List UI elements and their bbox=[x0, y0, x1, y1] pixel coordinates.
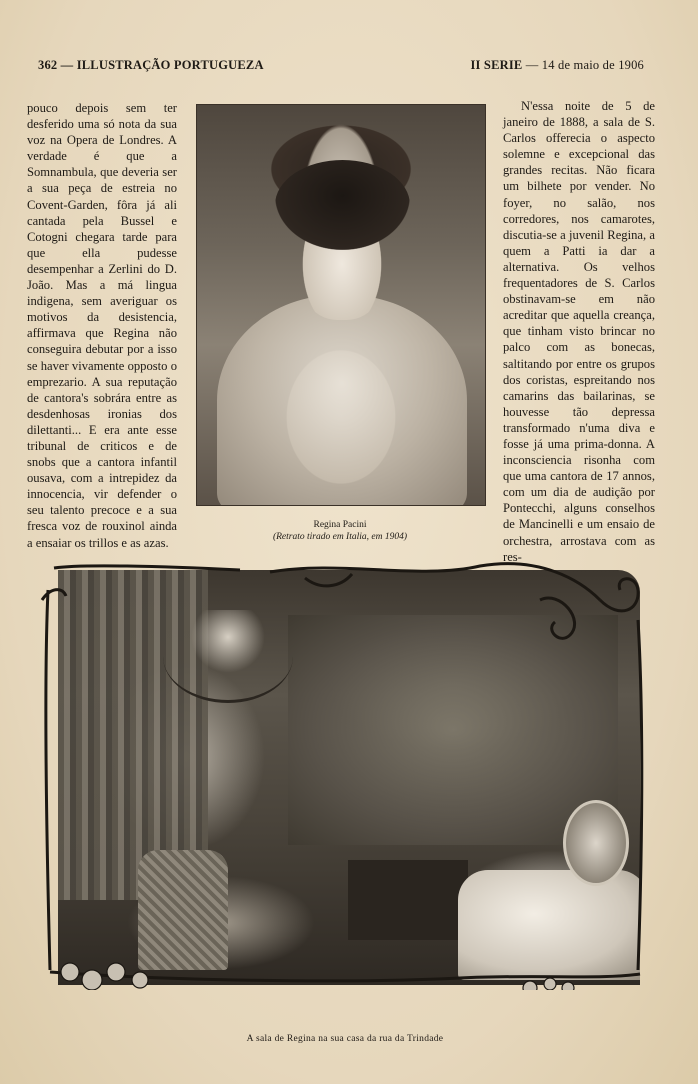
portrait-caption bbox=[196, 519, 484, 543]
left-column-paragraph: pouco depois sem ter desferido uma só nota da sua voz na Opera de Londres. A verdade é que a Somnambula, que deveria ser a sua peça de estreia no Covent-Garden, fôra já ali cantada pela Bussel e Cotogni chegara tarde para que ella pudesse desempenhar a Zerlini do D. João. Mas a má lingua indigena, sem averiguar os motivos da desistencia, affirmava que Regina não conseguira debutar por a isso se haver vivamente opposto o emprezario. A sua reputação de cantora's sobrára entre as desdenhosas ironias dos dilettanti... E era ante esse tribunal de criticos e de snobs que a cantora infantil ousava, com a intrepidez da innocencia, vir defender o seu talento precoce e a sua fresca voz de rouxinol ainda a ensaiar os trillos e as azas. bbox=[27, 101, 177, 550]
left-text-column bbox=[27, 100, 177, 551]
portrait-caption-name: Regina Pacini bbox=[313, 520, 367, 530]
page-header bbox=[38, 58, 644, 78]
art-nouveau-frame bbox=[40, 560, 650, 990]
portrait-dress bbox=[217, 295, 467, 506]
right-column-paragraph: N'essa noite de 5 de janeiro de 1888, a sala de S. Carlos offerecia o aspecto solemne e excepcional das grandes recitas. Não ficara um bilhete por vender. No foyer, no salão, nos corredores, nos camarotes, discutia-se a juvenil Regina, a quem a Patti ia dar a alternativa. Os velhos frequentadores de S. Carlos obstinavam-se em não acreditar que aquella creança, que tinham visto brincar no palco com as bonecas, saltitando por entre os grupos dos coristas, espreitando nos camarins das bailarinas, se houvesse tão depressa transformado n'uma diva e fosse já uma prima-donna. A inconsciencia risonha com que uma cantora de 17 annos, com um dia de audição por Pontecchi, alguns conselhos de Mancinelli e um ensaio de orchestra, arrostava com as res- bbox=[503, 99, 655, 564]
issue-date bbox=[470, 58, 644, 73]
portrait-hair bbox=[275, 160, 410, 250]
room-caption: A sala de Regina na sua casa da rua da Trindade bbox=[246, 1034, 444, 1044]
page-number-and-title: 362 — ILLUSTRAÇÃO PORTUGUEZA bbox=[38, 58, 264, 72]
portrait-caption-sub: (Retrato tirado em Italia, em 1904) bbox=[272, 532, 408, 542]
right-text-column bbox=[503, 98, 655, 565]
series-label: II SERIE bbox=[470, 58, 523, 72]
frame-ornament bbox=[40, 560, 650, 990]
date-label: — 14 de maio de 1906 bbox=[525, 58, 644, 72]
portrait-photo bbox=[196, 104, 486, 506]
